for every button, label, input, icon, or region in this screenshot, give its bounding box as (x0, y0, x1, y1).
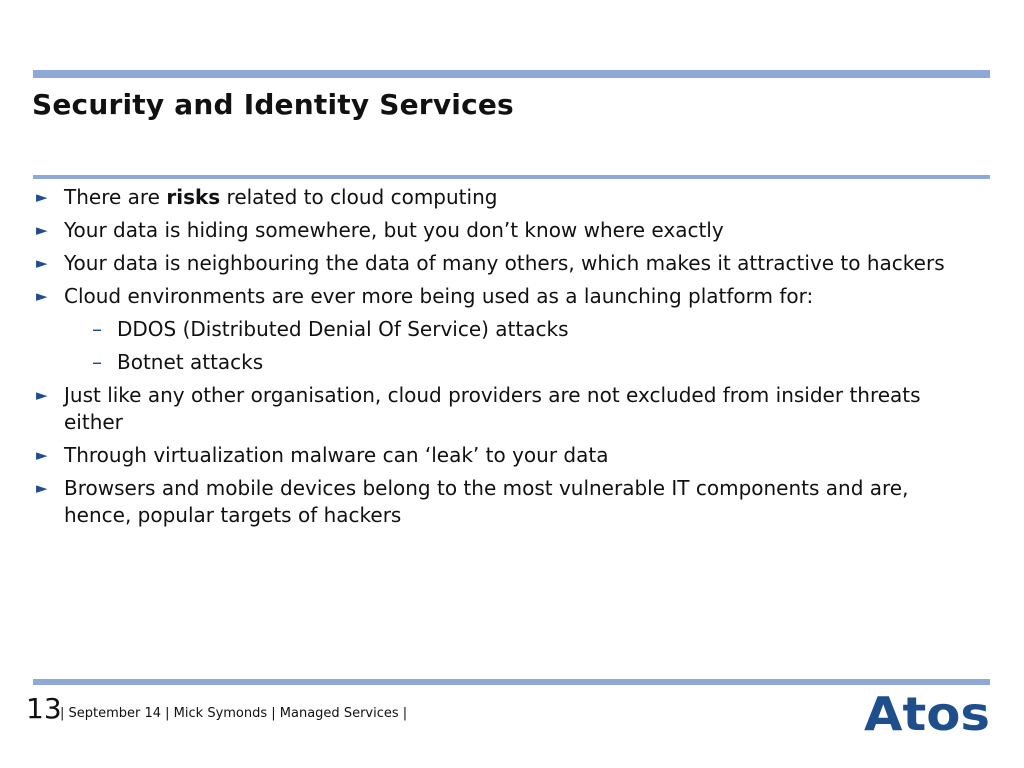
sub-bullet-text: DDOS (Distributed Denial Of Service) attacks (117, 317, 569, 341)
bullet-item (36, 217, 956, 244)
bullet-text: Browsers and mobile devices belong to the most vulnerable IT components and are, hence, popular targets of hackers (64, 476, 909, 527)
dash-icon: – (92, 350, 102, 374)
bullet-arrow-icon: ► (36, 188, 48, 206)
bullet-arrow-icon: ► (36, 287, 48, 305)
bullet-item (36, 382, 956, 436)
bullet-text-pre: There are (64, 185, 167, 209)
sub-bullet-item (36, 349, 956, 376)
bullet-text-post: related to cloud computing (220, 185, 498, 209)
footer-divider (33, 679, 990, 685)
dash-icon: – (92, 317, 102, 341)
slide-title: Security and Identity Services (32, 88, 514, 121)
bullet-emphasis: risks (166, 185, 221, 209)
bullet-arrow-icon: ► (36, 479, 48, 497)
sub-bullet-text: Botnet attacks (117, 350, 264, 374)
bullet-arrow-icon: ► (36, 221, 48, 239)
page-number: 13 (26, 692, 62, 725)
bullet-arrow-icon: ► (36, 446, 48, 464)
bullet-text: Through virtualization malware can ‘leak’ to your data (64, 443, 609, 467)
bullet-text: Your data is neighbouring the data of many others, which makes it attractive to hackers (64, 251, 945, 275)
bullet-text: Your data is hiding somewhere, but you don’t know where exactly (64, 218, 724, 242)
bullet-arrow-icon: ► (36, 386, 48, 404)
bullet-item (36, 442, 956, 469)
bullet-list (36, 184, 956, 535)
top-divider (33, 70, 990, 78)
logo-text: Atos (864, 690, 990, 736)
bullet-item (36, 250, 956, 277)
sub-bullet-item (36, 316, 956, 343)
footer-meta: | September 14 | Mick Symonds | Managed Services | (60, 706, 408, 721)
bullet-item (36, 184, 956, 211)
bullet-arrow-icon: ► (36, 254, 48, 272)
title-divider (33, 175, 990, 179)
atos-logo (864, 690, 992, 736)
bullet-item (36, 475, 956, 529)
bullet-item (36, 283, 956, 310)
bullet-text: Just like any other organisation, cloud providers are not excluded from insider threats either (64, 383, 921, 434)
bullet-text: Cloud environments are ever more being used as a launching platform for: (64, 284, 814, 308)
